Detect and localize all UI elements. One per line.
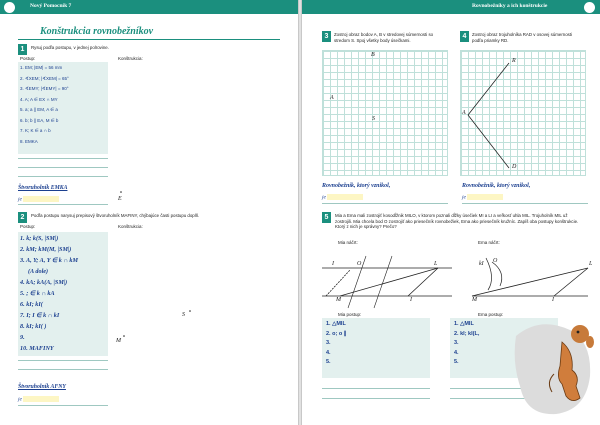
task-1-answer (18, 196, 59, 202)
header-title: Rovnobežníky a ich konštrukcie (472, 3, 548, 9)
task-1-step: 4. A; A ∈ EX ∩ MY (20, 96, 58, 102)
task-1-text: Rysuj podľa postupu, v jednej polrovine. (31, 45, 109, 50)
answer-rule (462, 203, 588, 204)
point-R-label: R (512, 58, 516, 64)
task-4-number: 4 (460, 31, 469, 42)
mia-step: 1. △MIL (326, 321, 346, 327)
answer-blank[interactable] (467, 194, 503, 200)
ema-steps (454, 320, 479, 368)
mia-point-M-label: M (336, 297, 341, 303)
mia-postup-label: Mia postup: (338, 312, 362, 317)
ema-circle-label: kI (479, 261, 484, 267)
right-header (302, 0, 600, 14)
mia-sketch-label: Mia náčrt: (338, 240, 358, 245)
mia-step: 3. (326, 340, 331, 346)
answer-rule (18, 176, 108, 177)
mia-sketch (322, 250, 457, 310)
task-2-steps (20, 233, 78, 354)
task-1-step: 2. ∢XEM; |∢XEM| = 65° (20, 75, 69, 81)
triangle-RAD (460, 50, 586, 176)
answer-rule (18, 158, 108, 159)
point-A-label: A (330, 95, 334, 101)
je-label: je (18, 196, 22, 203)
page-number: 40 (5, 3, 14, 11)
task-3-number: 3 (322, 31, 331, 42)
answer-rule (322, 203, 448, 204)
answer-blank[interactable] (23, 396, 59, 402)
task-1-step: 7. K; K ∈ a ∩ b (20, 128, 51, 133)
je-label: je (322, 194, 326, 201)
task-2-number: 2 (18, 212, 27, 223)
page-number: 41 (585, 3, 594, 11)
task-1-konstrukcia-header: Konštrukcia: (118, 56, 143, 61)
task-2-step: (A dole) (28, 268, 49, 275)
task-1-result-title: Štvoruholník EMKA (18, 185, 68, 191)
task-2-step: 3. A, Y; A, Y ∈ k ∩ kM (20, 257, 79, 264)
task-1-step: 5. a; a ∥ EM, A ∈ a (20, 107, 58, 112)
answer-rule (322, 398, 430, 399)
left-page (0, 0, 298, 425)
ema-step: 4. (454, 349, 459, 356)
ema-point-O-label: O (493, 258, 498, 264)
answer-rule (18, 369, 108, 370)
point-B-label: B (371, 52, 375, 58)
task-2-step: 6. kI; kI( (20, 301, 43, 308)
task-1-step: 1. EM; |EM| = 56 mm (20, 65, 63, 70)
mia-point-I-label: I (332, 261, 334, 267)
point-S-mark (189, 310, 193, 314)
task-2-answer (18, 396, 59, 402)
task-3-answer (322, 194, 363, 200)
point-M-mark (123, 335, 127, 339)
point-S-label: S (182, 312, 185, 318)
task-1-steps (20, 63, 69, 147)
mia-step: 2. o; o ∥ (326, 330, 347, 337)
answer-rule (18, 167, 108, 168)
point-M-label: M (116, 338, 121, 344)
point-D-label: D (512, 164, 517, 170)
ema-step: 2. kI; kI(L, (454, 330, 480, 337)
point-E-label: E (118, 196, 122, 202)
task-2-step: 7. I; I ∈ k ∩ kI (20, 312, 60, 319)
task-2-result-title: Štvoruholník AFNY (18, 384, 66, 390)
task-2-text: Podľa postupu narysuj prepisový štvoruholník MAFINY, chýbajúce časti postupu doplň. (31, 213, 200, 218)
answer-rule (18, 204, 108, 205)
ema-step: 5. (454, 359, 459, 365)
answer-rule (18, 405, 108, 406)
task-3-text: Zostroj obraz bodov A, B v stredovej súmernosti so stredom S. Spoj všetky body úsečkami. (334, 32, 434, 43)
ema-sketch-label: Ema náčrt: (478, 240, 500, 245)
mia-point-I2-label: I (410, 297, 412, 303)
task-2-step: 2. kM; kM(M, |SM|) (20, 246, 72, 253)
task-2-step: 5. ; ∈ k ∩ kA (20, 290, 55, 297)
answer-rule (18, 360, 108, 361)
mouse-mascot-icon (510, 312, 596, 416)
mia-step: 5. (326, 359, 331, 365)
mia-steps (326, 320, 346, 368)
task-2-step: 9. (20, 334, 25, 341)
mia-step: 4. (326, 349, 331, 356)
task-4-text: Zostroj obraz trojuholníka RAD v osovej súmernosti podľa priamky RD. (472, 32, 573, 43)
point-E-mark (120, 191, 124, 195)
ema-sketch (462, 250, 597, 310)
task-4-caption: Rovnobežník, ktorý vznikol, (462, 183, 531, 189)
title-divider (18, 39, 280, 40)
answer-blank[interactable] (23, 196, 59, 202)
task-4-answer (462, 194, 503, 200)
ema-step: 3. (454, 340, 459, 346)
task-2-konstrukcia-header: Konštrukcia: (118, 224, 143, 229)
task-2-step: 4. kA; kA(A, |SM|) (20, 279, 68, 286)
ema-point-M-label: M (472, 297, 477, 303)
ema-point-I-label: I (552, 297, 554, 303)
ema-postup-label: Ema postup: (478, 312, 504, 317)
point-S-label: S (372, 116, 375, 122)
task-2-postup-header: Postup: (20, 224, 36, 229)
je-label: je (18, 396, 22, 403)
task-2-step: 1. k; k(S, |SM|) (20, 235, 59, 242)
ema-step: 1. △MIL (454, 321, 474, 327)
right-page (302, 0, 600, 425)
task-1-step: 6. b; b ∥ EA, M ∈ b (20, 117, 59, 123)
task-5-text: Mia a Ema mali zostrojiť kosodĺžnik MILO, v ktorom poznali dĺžky úsečiek MI a LI a veľkosť uhla MIL. Trojuholník MIL už zostrojili. Mia chcela bod O zostrojiť ako priesečník rovnobežiek, Ema ako priesečník kružníc. Zapíš oba postupy konštrukcie. Ktorý z nich je správny? Prečo? (335, 213, 579, 230)
point-A-label: A (462, 110, 466, 116)
task-3-grid[interactable] (322, 50, 448, 176)
task-1-step: 8. EMKA (20, 138, 38, 144)
left-header (0, 0, 298, 14)
task-1-number: 1 (18, 44, 27, 55)
je-label: je (462, 194, 466, 201)
task-1-postup-header: Postup: (20, 56, 36, 61)
header-title: Nový Pomocník 7 (30, 3, 72, 9)
mia-point-O-label: O (357, 261, 362, 267)
answer-blank[interactable] (327, 194, 363, 200)
ema-point-L-label: L (589, 261, 593, 267)
task-2-step: 10. MAFINY (20, 345, 54, 352)
page-title: Konštrukcia rovnobežníkov (40, 26, 154, 37)
task-5-number: 5 (322, 212, 331, 223)
task-1-step: 3. ∢EMY; |∢EMY| = 90° (20, 86, 69, 91)
answer-rule (322, 388, 430, 389)
task-2-step: 8. kI; kI( ) (20, 323, 47, 330)
mia-point-L-label: L (434, 261, 438, 267)
task-3-caption: Rovnobežník, ktorý vznikol, (322, 183, 391, 189)
